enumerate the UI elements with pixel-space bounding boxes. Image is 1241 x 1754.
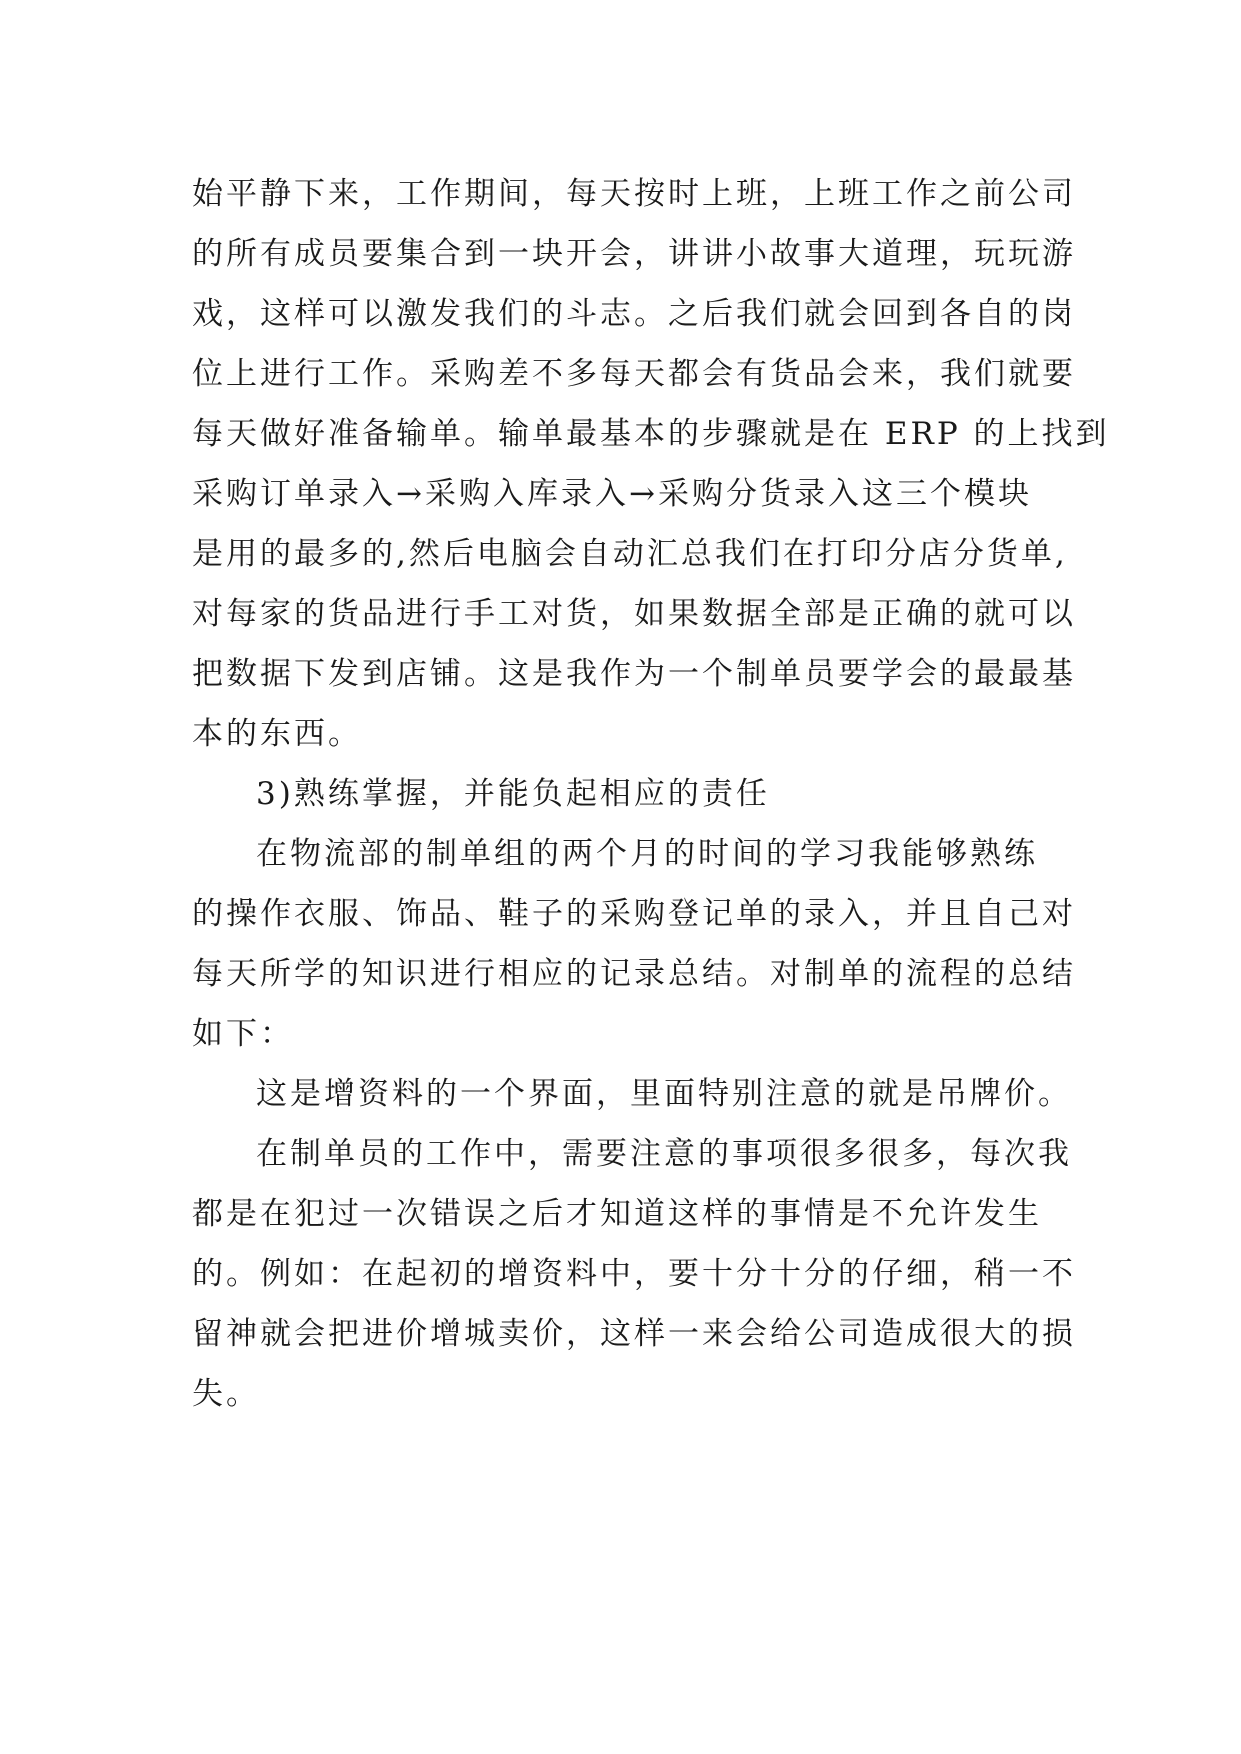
text-line: 每天所学的知识进行相应的记录总结。对制单的流程的总结 xyxy=(192,956,1076,992)
text-line: 的。例如：在起初的增资料中，要十分十分的仔细，稍一不 xyxy=(192,1256,1076,1292)
paragraph-start-line: 这是增资料的一个界面，里面特别注意的就是吊牌价。 xyxy=(256,1076,1072,1112)
text-line: 如下： xyxy=(192,1016,294,1052)
text-line: 留神就会把进价增城卖价，这样一来会给公司造成很大的损 xyxy=(192,1316,1076,1352)
text-line: 失。 xyxy=(192,1376,260,1412)
section-heading: 3)熟练掌握，并能负起相应的责任 xyxy=(256,776,770,812)
text-line: 位上进行工作。采购差不多每天都会有货品会来，我们就要 xyxy=(192,356,1076,392)
text-line: 每天做好准备输单。输单最基本的步骤就是在 ERP 的上找到 xyxy=(192,416,1110,452)
text-line: 都是在犯过一次错误之后才知道这样的事情是不允许发生 xyxy=(192,1196,1042,1232)
text-line: 是用的最多的,然后电脑会自动汇总我们在打印分店分货单, xyxy=(192,536,1068,572)
text-line: 的所有成员要集合到一块开会，讲讲小故事大道理，玩玩游 xyxy=(192,236,1076,272)
text-line: 采购订单录入→采购入库录入→采购分货录入这三个模块 xyxy=(192,476,1032,512)
body-text xyxy=(192,164,1110,1424)
text-line: 本的东西。 xyxy=(192,716,362,752)
text-line: 的操作衣服、饰品、鞋子的采购登记单的录入，并且自己对 xyxy=(192,896,1076,932)
paragraph-start-line: 在物流部的制单组的两个月的时间的学习我能够熟练 xyxy=(256,836,1038,872)
paragraph-start-line: 在制单员的工作中，需要注意的事项很多很多，每次我 xyxy=(256,1136,1072,1172)
text-line: 对每家的货品进行手工对货，如果数据全部是正确的就可以 xyxy=(192,596,1076,632)
text-line: 始平静下来，工作期间，每天按时上班，上班工作之前公司 xyxy=(192,176,1076,212)
text-line: 把数据下发到店铺。这是我作为一个制单员要学会的最最基 xyxy=(192,656,1076,692)
text-line: 戏，这样可以激发我们的斗志。之后我们就会回到各自的岗 xyxy=(192,296,1076,332)
